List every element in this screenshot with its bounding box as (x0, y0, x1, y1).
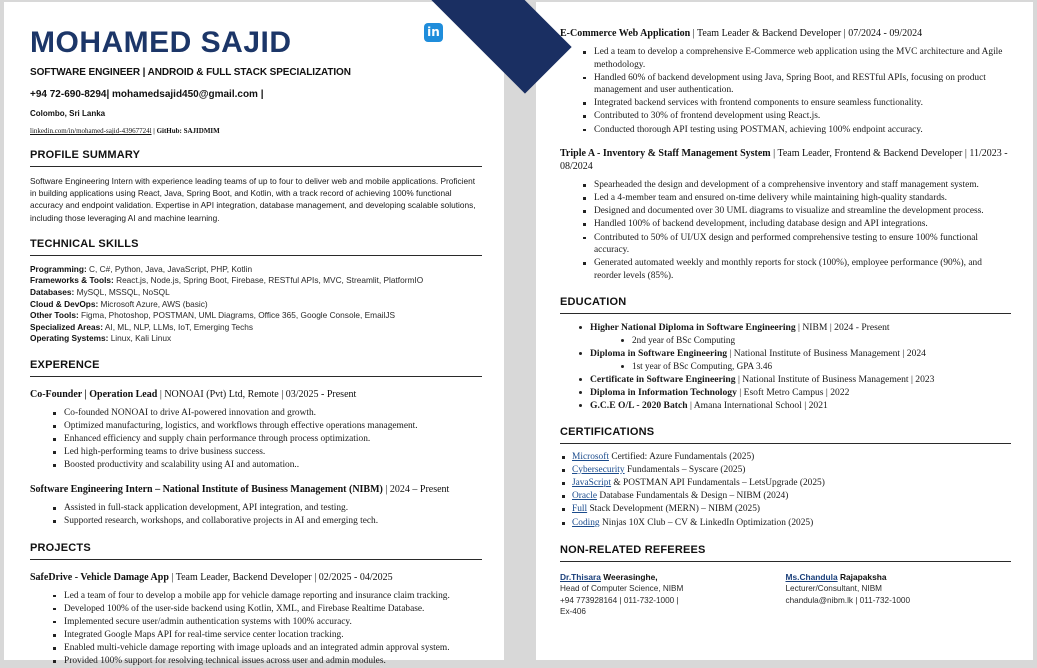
bullet-item: Implemented secure user/admin authentication systems with 100% accuracy. (64, 616, 482, 629)
bullet-item: Supported research, workshops, and collaborative projects in AI and emerging tech. (64, 515, 482, 528)
skill-row (30, 275, 482, 287)
technical-skills-list (30, 264, 482, 345)
bullet-item: Co-founded NONOAI to drive AI-powered innovation and growth. (64, 407, 482, 420)
links-separator: | (151, 127, 157, 135)
education-item: Diploma in Information Technology | Esoft Metro Campus | 2022 (590, 386, 1011, 399)
project-entry-bullets (30, 590, 482, 668)
skill-values: Microsoft Azure, AWS (basic) (98, 298, 208, 309)
section-heading-certifications: CERTIFICATIONS (560, 425, 655, 438)
skill-category-label: Specialized Areas: (30, 321, 104, 332)
referee-contact: Ex-406 (560, 607, 586, 617)
skill-row (30, 299, 482, 311)
linkedin-url-link[interactable]: linkedin.com/in/mohamed-sajid-43967724l (30, 127, 152, 135)
projects-entries-page2 (560, 27, 1011, 282)
project-entry-meta: | Team Leader & Backend Developer | 07/2024 - 09/2024 (690, 28, 923, 39)
certification-text: Certified: Azure Fundamentals (2025) (608, 451, 755, 462)
experience-entry-bullets (30, 502, 482, 528)
bullet-item: Contributed to 50% of UI/UX design and performed comprehensive testing to ensure 100% functional accuracy. (594, 232, 1011, 257)
certification-link[interactable]: Microsoft (572, 451, 609, 462)
skill-values: Linux, Kali Linux (108, 333, 172, 344)
skill-row (30, 310, 482, 322)
bullet-item: Integrated backend services with frontend components to ensure seamless functionality. (594, 97, 1011, 110)
contact-line: +94 72-690-8294| mohamedsajid450@gmail.com | (30, 89, 264, 100)
experience-entry-title: Co-Founder | Operation Lead | NONOAI (Pvt) Ltd, Remote | 03/2025 - Present (30, 388, 357, 400)
bullet-item: Led a team to develop a comprehensive E-Commerce web application using the MVC architecture and Agile methodology. (594, 46, 1011, 71)
experience-entries (30, 388, 482, 528)
bullet-item: Handled 60% of backend development using Java, Spring Boot, and RESTful APIs, focusing on product management and user authentication. (594, 72, 1011, 97)
certification-text: Ninjas 10X Club – CV & LinkedIn Optimization (2025) (599, 517, 814, 528)
bullet-item: Spearheaded the design and development of a comprehensive inventory and staff management system. (594, 179, 1011, 192)
projects-entries-page1 (30, 571, 482, 668)
skill-values: Figma, Photoshop, POSTMAN, UML Diagrams, Office 365, Google Console, EmailJS (78, 310, 396, 321)
referee-role: Lecturer/Consultant, NIBM (785, 584, 882, 594)
experience-entry-title: Software Engineering Intern – National Institute of Business Management (NIBM) | 2024 – Present (30, 483, 450, 495)
bullet-item: Conducted thorough API testing using POSTMAN, achieving 100% endpoint accuracy. (594, 124, 1011, 137)
education-item: Diploma in Software Engineering | National Institute of Business Management | 2024 (590, 347, 1011, 360)
skill-category-label: Operating Systems: (30, 333, 109, 344)
certification-link[interactable]: Full (572, 504, 588, 515)
section-divider (30, 166, 482, 167)
bullet-item: Generated automated weekly and monthly reports for stock (100%), employee performance (90%), and reorder levels (85%). (594, 257, 1011, 282)
certification-item (572, 464, 1011, 477)
skill-row (30, 322, 482, 334)
education-sub-item: 2nd year of BSc Computing (632, 334, 1011, 347)
section-heading-projects: PROJECTS (30, 541, 91, 554)
bullet-item: Assisted in full-stack application development, API integration, and testing. (64, 502, 482, 515)
section-heading-education: EDUCATION (560, 296, 627, 309)
experience-entry-meta: | NONOAI (Pvt) Ltd, Remote | 03/2025 - Present (157, 388, 357, 400)
referees-group (560, 572, 1011, 618)
experience-entry-meta: | 2024 – Present (382, 483, 450, 495)
certification-item (572, 490, 1011, 503)
certification-text: & POSTMAN API Fundamentals – LetsUpgrade (2025) (611, 478, 825, 488)
section-divider (560, 313, 1011, 314)
certification-item (572, 503, 1011, 516)
education-sub-item: 1st year of BSc Computing, GPA 3.46 (632, 360, 1011, 373)
bullet-item: Integrated Google Maps API for real-time service center location tracking. (64, 629, 482, 642)
skill-category-label: Cloud & DevOps: (30, 298, 99, 309)
referee-card (786, 572, 1012, 618)
bullet-item: Handled 100% of backend development, including database design and API integrations. (594, 218, 1011, 231)
bullet-item: Led high-performing teams to drive business success. (64, 446, 482, 459)
bullet-item: Boosted productivity and scalability using AI and automation.. (64, 459, 482, 472)
github-handle: GitHub: SAJIDMIM (156, 127, 220, 135)
bullet-item: Enhanced efficiency and supply chain performance through process optimization. (64, 433, 482, 446)
skill-values: AI, ML, NLP, LLMs, IoT, Emerging Techs (103, 321, 254, 332)
project-entry-title: Triple A - Inventory & Staff Management System | Team Leader, Frontend & Backend Developer | 11/2023 - 08/2024 (560, 148, 1008, 173)
skill-category-label: Programming: (30, 263, 87, 274)
section-heading-profile-summary: PROFILE SUMMARY (30, 149, 141, 161)
certification-text: Fundamentals – Syscare (2025) (624, 464, 746, 475)
profile-summary-text: Software Engineering Intern with experience leading teams of up to four to deliver web and mobile applications. Proficient in building applications using React, Java, Spring Boot, and Kotlin, with a track record of achieving 100% functional accuracy and endpoint validation. Expertise in API integration, database management, and developing scalable solutions, including those leveraging AI and machine learning. (30, 176, 476, 223)
referee-name: Dr.Thisara Weerasinghe, (560, 571, 658, 582)
section-divider (30, 559, 482, 560)
certification-link[interactable]: JavaScript (572, 478, 612, 488)
page-title: MOHAMED SAJID (30, 26, 292, 59)
project-entry-meta: | Team Leader, Backend Developer | 02/2025 - 04/2025 (168, 571, 393, 583)
bullet-item: Led a team of four to develop a mobile app for vehicle damage reporting and insurance claim tracking. (64, 590, 482, 603)
certification-link[interactable]: Coding (572, 517, 600, 528)
bullet-item: Enabled multi-vehicle damage reporting with image uploads and an integrated admin approval system. (64, 642, 482, 655)
certification-text: Database Fundamentals & Design – NIBM (2024) (596, 491, 789, 502)
project-entry-meta: | Team Leader, Frontend & Backend Developer | 11/2023 - 08/2024 (560, 148, 1008, 173)
linkedin-icon[interactable]: in (424, 23, 443, 42)
referee-name-link[interactable]: Ms.Chandula (785, 571, 838, 582)
bullet-item: Optimized manufacturing, logistics, and workflows through effective operations management. (64, 420, 482, 433)
skill-values: C, C#, Python, Java, JavaScript, PHP, Kotlin (86, 263, 253, 274)
section-divider (560, 561, 1011, 562)
referee-contact: +94 773928164 | 011-732-1000 | (560, 595, 679, 605)
education-item: Higher National Diploma in Software Engineering | NIBM | 2024 - Present (590, 321, 1011, 334)
skill-values: MySQL, MSSQL, NoSQL (74, 287, 170, 297)
project-entry-title: E-Commerce Web Application | Team Leader & Backend Developer | 07/2024 - 09/2024 (560, 28, 923, 39)
skill-category-label: Other Tools: (30, 310, 79, 321)
bullet-item: Contributed to 30% of frontend development using React.js. (594, 110, 1011, 123)
skill-values: React.js, Node.js, Spring Boot, Firebase, RESTful APIs, MVC, Streamlit, PlatformIO (113, 275, 424, 286)
bullet-item: Led a 4-member team and ensured on-time delivery while maintaining high-quality standards. (594, 192, 1011, 205)
certification-item (572, 451, 1011, 464)
resume-page-2 (536, 2, 1033, 660)
certification-item (572, 517, 1011, 530)
referee-role: Head of Computer Science, NIBM (560, 584, 684, 594)
skill-row (30, 264, 482, 276)
professional-subtitle: SOFTWARE ENGINEER | ANDROID & FULL STACK SPECIALIZATION (30, 67, 351, 78)
education-item: G.C.E O/L - 2020 Batch | Amana International School | 2021 (590, 399, 1011, 412)
section-heading-referees: NON-RELATED REFEREES (560, 543, 706, 556)
bullet-item: Developed 100% of the user-side backend using Kotlin, XML, and Firebase Realtime Database. (64, 603, 482, 616)
section-divider (30, 376, 482, 377)
skill-category-label: Databases: (30, 287, 75, 297)
certification-link[interactable]: Cybersecurity (572, 464, 625, 475)
github-label: GitHub (450, 67, 476, 76)
skill-row (30, 287, 482, 299)
referee-name-link[interactable]: Dr.Thisara (560, 571, 601, 582)
resume-page-1 (4, 2, 504, 667)
location-line: Colombo, Sri Lanka (30, 109, 106, 118)
bullet-item: Designed and documented over 30 UML diagrams to visualize and streamline the development process. (594, 205, 1011, 218)
certification-link[interactable]: Oracle (572, 491, 597, 502)
referee-contact: chandula@nibm.lk | 011-732-1000 (785, 595, 911, 605)
certifications-list (560, 451, 1011, 530)
section-heading-experience: EXPERENCE (30, 358, 100, 371)
education-item: Certificate in Software Engineering | National Institute of Business Management | 2023 (590, 373, 1011, 386)
project-entry-title: SafeDrive - Vehicle Damage App | Team Leader, Backend Developer | 02/2025 - 04/2025 (30, 571, 393, 583)
section-divider (560, 443, 1011, 444)
profile-links-line (30, 127, 482, 135)
education-list (560, 321, 1011, 411)
project-entry-bullets (560, 46, 1011, 136)
referee-name: Ms.Chandula Rajapaksha (785, 571, 887, 582)
experience-entry-bullets (30, 407, 482, 472)
project-entry-bullets (560, 179, 1011, 282)
bullet-item: Provided 100% support for resolving technical issues across user and admin modules. (64, 655, 482, 668)
certification-text: Stack Development (MERN) – NIBM (2025) (587, 504, 761, 515)
skill-row (30, 333, 482, 345)
section-divider (30, 255, 482, 256)
certification-item (572, 477, 1011, 490)
skill-category-label: Frameworks & Tools: (30, 275, 114, 286)
section-heading-technical-skills: TECHNICAL SKILLS (30, 237, 139, 250)
referee-card (560, 572, 786, 618)
